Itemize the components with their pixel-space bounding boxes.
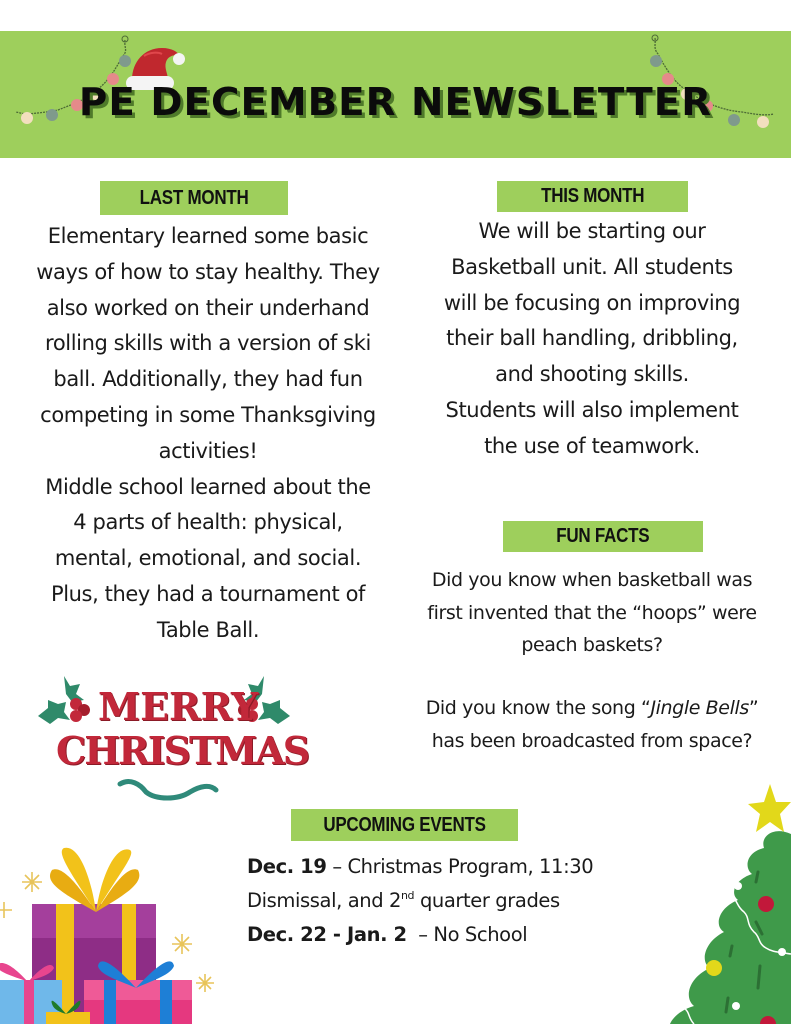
last-month-line: Plus, they had a tournament of bbox=[50, 581, 366, 606]
event-date: Dec. 22 - Jan. 2 bbox=[247, 923, 407, 946]
christmas-tree-icon bbox=[634, 776, 791, 1024]
event-date: Dec. 19 bbox=[247, 855, 327, 878]
holly-left-icon bbox=[36, 672, 96, 732]
upcoming-events-label-text: UPCOMING EVENTS bbox=[323, 813, 486, 836]
last-month-body bbox=[10, 219, 406, 649]
this-month-line: will be focusing on improving bbox=[443, 290, 741, 315]
fun-facts-label bbox=[503, 521, 703, 552]
fun-fact-1 bbox=[400, 564, 784, 662]
flourish-icon bbox=[116, 776, 220, 804]
this-month-line: and shooting skills. bbox=[495, 362, 689, 387]
fun-fact-2 bbox=[400, 692, 784, 757]
event-item bbox=[247, 850, 593, 884]
fun-fact-line: Did you know the song “Jingle Bells” bbox=[425, 697, 759, 719]
this-month-line: We will be starting our bbox=[478, 219, 706, 243]
this-month-body bbox=[400, 214, 784, 465]
fun-facts-label-text: FUN FACTS bbox=[556, 525, 650, 547]
last-month-line: rolling skills with a version of ski bbox=[45, 331, 371, 356]
last-month-label-text: LAST MONTH bbox=[139, 186, 249, 209]
last-month-line: ways of how to stay healthy. They bbox=[36, 259, 380, 284]
last-month-label bbox=[100, 181, 288, 215]
this-month-line: their ball handling, dribbling, bbox=[446, 326, 738, 351]
fun-fact-line: first invented that the “hoops” were bbox=[427, 601, 757, 624]
last-month-line: mental, emotional, and social. bbox=[54, 546, 362, 571]
upcoming-events-label bbox=[291, 809, 518, 841]
last-month-line: Table Ball. bbox=[156, 617, 260, 642]
christmas-text: CHRISTMAS bbox=[56, 728, 309, 773]
event-item-continuation: Dismissal, and 2nd quarter grades bbox=[247, 889, 560, 912]
fun-fact-line: Did you know when basketball was bbox=[431, 569, 753, 591]
event-item bbox=[247, 918, 593, 952]
last-month-line: 4 parts of health: physical, bbox=[73, 510, 343, 535]
merry-christmas-graphic bbox=[36, 668, 309, 808]
last-month-line: also worked on their underhand bbox=[46, 295, 370, 320]
events-list bbox=[247, 850, 593, 952]
last-month-line: Elementary learned some basic bbox=[47, 224, 369, 248]
last-month-line: competing in some Thanksgiving bbox=[40, 402, 376, 427]
this-month-line: the use of teamwork. bbox=[484, 433, 700, 458]
last-month-line: Middle school learned about the bbox=[45, 474, 371, 499]
fun-fact-line: has been broadcasted from space? bbox=[431, 729, 753, 752]
last-month-line: ball. Additionally, they had fun bbox=[53, 367, 363, 392]
fun-fact-line: peach baskets? bbox=[521, 634, 663, 656]
this-month-line: Students will also implement bbox=[445, 397, 739, 422]
event-text: – No School bbox=[406, 923, 528, 946]
newsletter-title: PE DECEMBER NEWSLETTER bbox=[78, 80, 713, 124]
event-text: – Christmas Program, 11:30 bbox=[326, 855, 594, 878]
merry-text: MERRY bbox=[98, 684, 259, 729]
song-title: Jingle Bells bbox=[650, 697, 749, 719]
gift-boxes-icon bbox=[0, 842, 225, 1024]
this-month-label bbox=[497, 181, 688, 212]
this-month-label-text: THIS MONTH bbox=[540, 185, 645, 207]
last-month-line: activities! bbox=[158, 438, 258, 463]
this-month-line: Basketball unit. All students bbox=[451, 254, 733, 279]
